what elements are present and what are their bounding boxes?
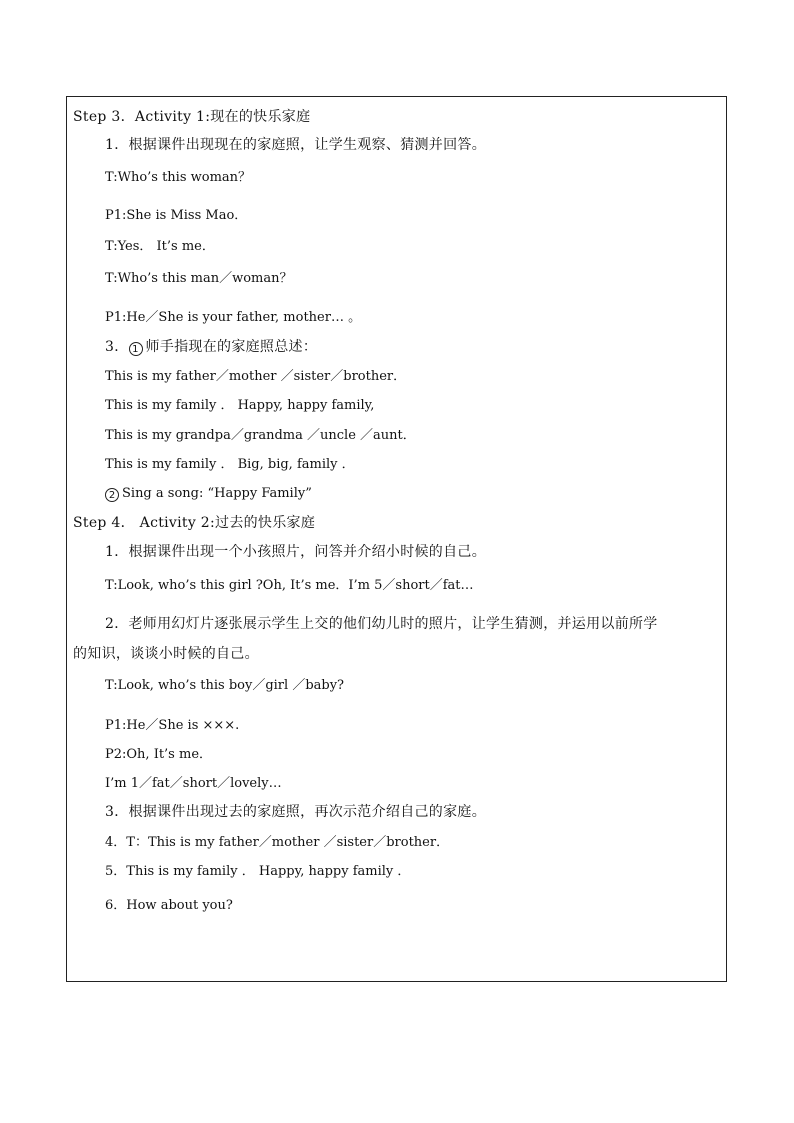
dialog-line: T:Yes． It’s me． bbox=[105, 239, 215, 254]
chant-line: This is my grandpa／grandma ／uncle ／aunt． bbox=[105, 428, 416, 443]
dialog-line: P2:Oh, It’s me． bbox=[105, 747, 213, 762]
dialog-line: T:Look, who’s this boy／girl ／baby? bbox=[105, 678, 345, 693]
step4-item1: 1．根据课件出现一个小孩照片，问答并介绍小时候的自己。 bbox=[105, 544, 487, 560]
step4-heading: Step 4． Activity 2:过去的快乐家庭 bbox=[73, 515, 316, 531]
chant-line: This is my family ． Happy, happy family, bbox=[105, 398, 375, 413]
dialog-line: I’m 1／fat／short／lovely… bbox=[105, 776, 282, 791]
step4-item3: 3．根据课件出现过去的家庭照，再次示范介绍自己的家庭。 bbox=[105, 804, 487, 820]
item-number: 3． bbox=[105, 339, 129, 355]
chant-line: This is my family ． Big, big, family ． bbox=[105, 457, 355, 472]
dialog-line: P1:She is Miss Mao． bbox=[105, 208, 248, 223]
dialog-line: T:Who’s this man／woman？ bbox=[105, 271, 293, 286]
step3-item1: 1．根据课件出现现在的家庭照，让学生观察、猜测并回答。 bbox=[105, 137, 487, 153]
circled-number: 2 bbox=[105, 488, 119, 502]
song-line bbox=[105, 486, 312, 502]
song-text: Sing a song: “Happy Family” bbox=[122, 486, 312, 501]
item-text: 师手指现在的家庭照总述： bbox=[145, 339, 318, 355]
step4-item5: 5．This is my family ． Happy, happy family ． bbox=[105, 864, 411, 879]
step4-item4: 4．T：This is my father／mother ／sister／brother． bbox=[105, 835, 450, 850]
dialog-line: T:Look, who’s this girl ?Oh, It’s me．I’m 5／short／fat… bbox=[105, 578, 474, 593]
step4-item2-cont: 的知识，谈谈小时候的自己。 bbox=[73, 646, 259, 662]
step4-item6: 6．How about you? bbox=[105, 898, 233, 913]
circled-number: 1 bbox=[129, 342, 143, 356]
step4-item2: 2．老师用幻灯片逐张展示学生上交的他们幼儿时的照片，让学生猜测，并运用以前所学 bbox=[105, 616, 658, 632]
dialog-line: P1:He／She is ×××. bbox=[105, 718, 240, 733]
step3-item3 bbox=[105, 339, 317, 356]
dialog-line: T:Who’s this woman？ bbox=[105, 170, 252, 185]
chant-line: This is my father／mother ／sister／brother． bbox=[105, 369, 407, 384]
dialog-line: P1:He／She is your father, mother… 。 bbox=[105, 310, 362, 325]
step3-heading: Step 3．Activity 1:现在的快乐家庭 bbox=[73, 109, 311, 125]
